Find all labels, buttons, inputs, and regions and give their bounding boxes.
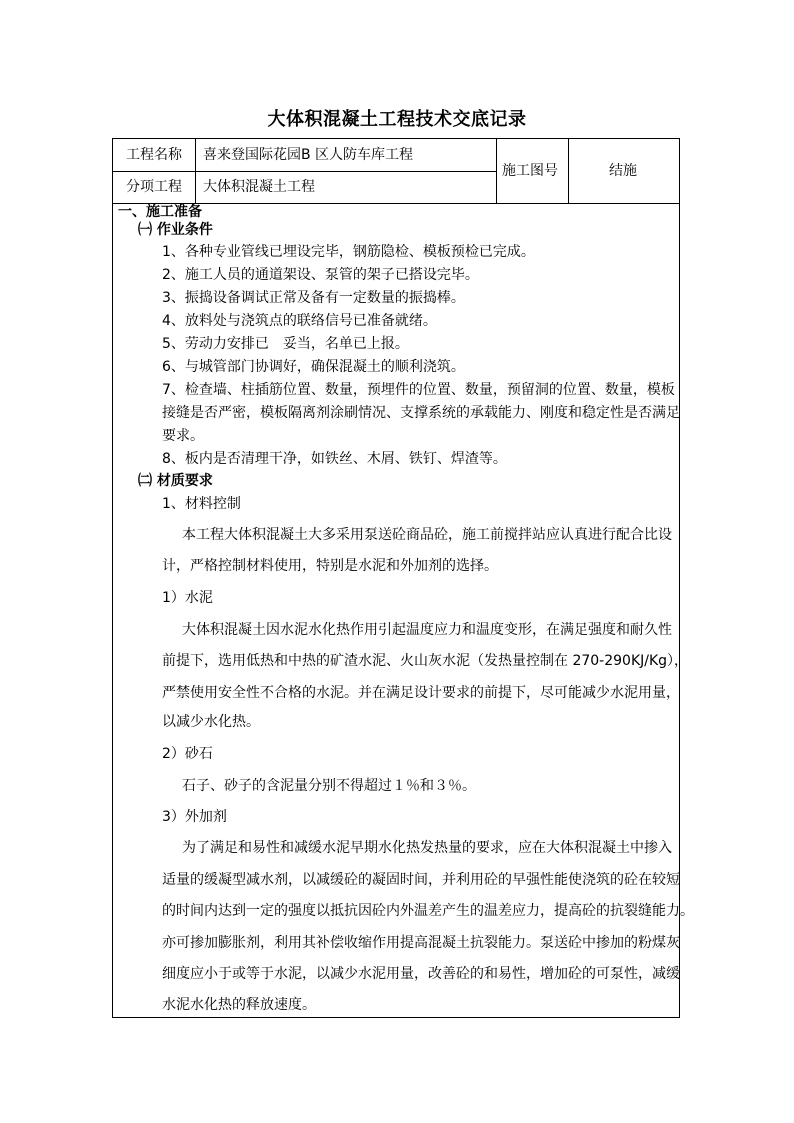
paragraph-line: 大体积混凝土因水泥水化热作用引起温度应力和温度变形，在满足强度和耐久性 bbox=[182, 622, 672, 638]
paragraph-line: 以减少水化热。 bbox=[162, 714, 260, 730]
drawing-no-value: 结施 bbox=[609, 163, 637, 179]
sub-project-value: 大体积混凝土工程 bbox=[203, 179, 315, 195]
paragraph-line: 5、劳动力安排已 妥当，名单已上报。 bbox=[162, 336, 409, 352]
subsection-heading: ㈡ 材质要求 bbox=[138, 473, 213, 489]
paragraph-line: 水泥水化热的释放速度。 bbox=[162, 997, 316, 1013]
row-divider bbox=[113, 171, 496, 172]
project-name-label: 工程名称 bbox=[126, 147, 182, 163]
paragraph-line: 计，严格控制材料使用，特别是水泥和外加剂的选择。 bbox=[162, 558, 498, 574]
paragraph-line: 要求。 bbox=[162, 428, 204, 444]
paragraph-line: 前提下，选用低热和中热的矿渣水泥、火山灰水泥（发热量控制在 270-290KJ/Kg）， bbox=[162, 653, 689, 669]
paragraph-line: 细度应小于或等于水泥，以减少水泥用量，改善砼的和易性，增加砼的可泵性，减缓 bbox=[162, 966, 680, 982]
paragraph-line: 的时间内达到一定的强度以抵抗因砼内外温差产生的温差应力，提高砼的抗裂缝能力。 bbox=[162, 903, 694, 919]
paragraph-line: 8、板内是否清理干净，如铁丝、木屑、铁钉、焊渣等。 bbox=[162, 451, 507, 467]
drawing-value-divider bbox=[568, 139, 569, 203]
sub-project-label: 分项工程 bbox=[126, 179, 182, 195]
item-heading: 3）外加剂 bbox=[162, 809, 227, 825]
paragraph-line: 2、施工人员的通道架设、泵管的架子已搭设完毕。 bbox=[162, 267, 479, 283]
subsection-heading: ㈠ 作业条件 bbox=[138, 222, 213, 238]
item-heading: 1）水泥 bbox=[162, 590, 213, 606]
paragraph-line: 严禁使用安全性不合格的水泥。并在满足设计要求的前提下，尽可能减少水泥用量， bbox=[162, 685, 680, 701]
paragraph-line: 接缝是否严密，模板隔离剂涂刷情况、支撑系统的承载能力、刚度和稳定性是否满足 bbox=[162, 405, 680, 421]
paragraph-line: 本工程大体积混凝土大多采用泵送砼商品砼，施工前搅拌站应认真进行配合比设 bbox=[182, 527, 672, 543]
item-heading: 2）砂石 bbox=[162, 746, 213, 762]
drawing-no-label: 施工图号 bbox=[502, 163, 558, 179]
paragraph-line: 4、放料处与浇筑点的联络信号已准备就绪。 bbox=[162, 313, 437, 329]
label-column-divider bbox=[195, 139, 196, 203]
paragraph-line: 石子、砂子的含泥量分别不得超过１％和３％。 bbox=[182, 778, 476, 794]
drawing-label-divider bbox=[496, 139, 497, 203]
paragraph-line: 3、振捣设备调试正常及备有一定数量的振捣棒。 bbox=[162, 290, 465, 306]
page-title: 大体积混凝土工程技术交底记录 bbox=[267, 109, 527, 130]
section-heading: 一、施工准备 bbox=[118, 204, 202, 220]
paragraph-line: 1、各种专业管线已埋设完毕，钢筋隐检、模板预检已完成。 bbox=[162, 244, 535, 260]
paragraph-line: 7、检查墙、柱插筋位置、数量，预埋件的位置、数量，预留洞的位置、数量，模板 bbox=[162, 382, 675, 398]
item-heading: 1、材料控制 bbox=[162, 496, 241, 512]
paragraph-line: 为了满足和易性和减缓水泥早期水化热发热量的要求，应在大体积混凝土中掺入 bbox=[182, 840, 672, 856]
paragraph-line: 6、与城管部门协调好，确保混凝土的顺利浇筑。 bbox=[162, 359, 465, 375]
paragraph-line: 适量的缓凝型减水剂，以减缓砼的凝固时间，并利用砼的早强性能使浇筑的砼在较短 bbox=[162, 872, 680, 888]
project-name-value: 喜来登国际花园B 区人防车库工程 bbox=[203, 147, 414, 163]
paragraph-line: 亦可掺加膨胀剂，利用其补偿收缩作用提高混凝土抗裂能力。泵送砼中掺加的粉煤灰 bbox=[162, 935, 680, 951]
